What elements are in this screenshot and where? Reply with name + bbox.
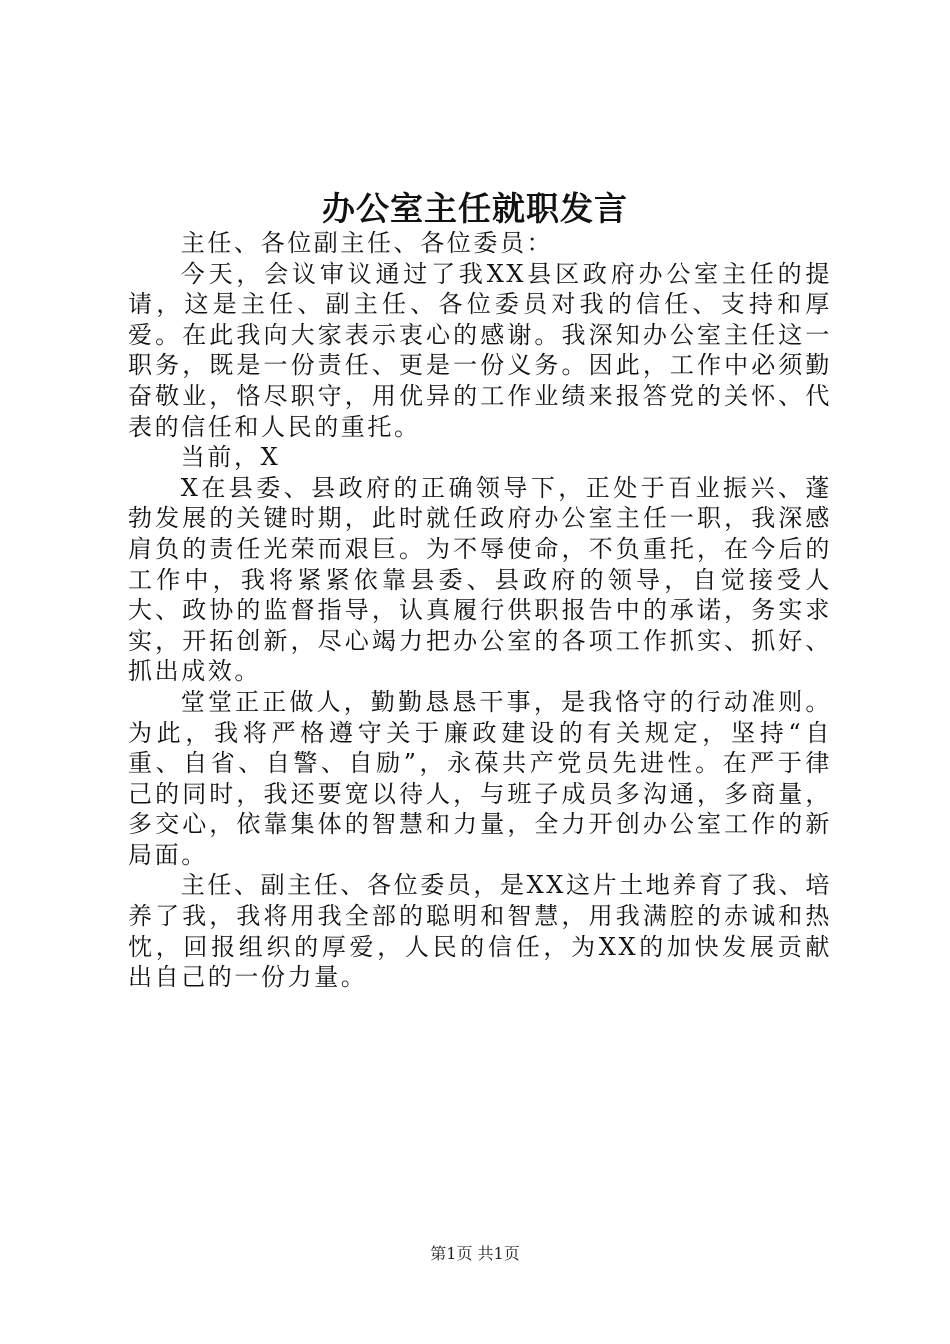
body-paragraph: 堂堂正正做人，勤勤恳恳干事，是我恪守的行动准则。为此，我将严格遵守关于廉政建设的有关规定，坚持“自重、自省、自警、自励”，永葆共产党员先进性。在严于律己的同时，我还要宽以待人，与班子成员多沟通，多商量，多交心，依靠集体的智慧和力量，全力开创办公室工作的新局面。 [128, 687, 832, 869]
body-paragraph: 主任、副主任、各位委员，是XX这片土地养育了我、培养了我，我将用我全部的聪明和智慧，用我满腔的赤诚和热忱，回报组织的厚爱，人民的信任，为XX的加快发展贡献出自己的一份力量。 [128, 871, 832, 992]
document-title: 办公室主任就职发言 [322, 189, 628, 228]
salutation-paragraph: 主任、各位副主任、各位委员： [180, 229, 554, 257]
page-number-footer: 第1页 共1页 [430, 1244, 520, 1263]
body-paragraph: 今天，会议审议通过了我XX县区政府办公室主任的提请，这是主任、副主任、各位委员对我的信任、支持和厚爱。在此我向大家表示衷心的感谢。我深知办公室主任这一职务，既是一份责任、更是一份义务。因此，工作中必须勤奋敬业，恪尽职守，用优异的工作业绩来报答党的关怀、代表的信任和人民的重托。 [128, 259, 832, 441]
body-paragraph: 当前，X [180, 443, 281, 472]
body-paragraph: X在县委、县政府的正确领导下，正处于百业振兴、蓬勃发展的关键时期，此时就任政府办公室主任一职，我深感肩负的责任光荣而艰巨。为不辱使命，不负重托，在今后的工作中，我将紧紧依靠县委、县政府的领导，自觉接受人大、政协的监督指导，认真履行供职报告中的承诺，务实求实，开拓创新，尽心竭力把办公室的各项工作抓实、抓好、抓出成效。 [128, 473, 832, 686]
document-body [128, 228, 832, 993]
